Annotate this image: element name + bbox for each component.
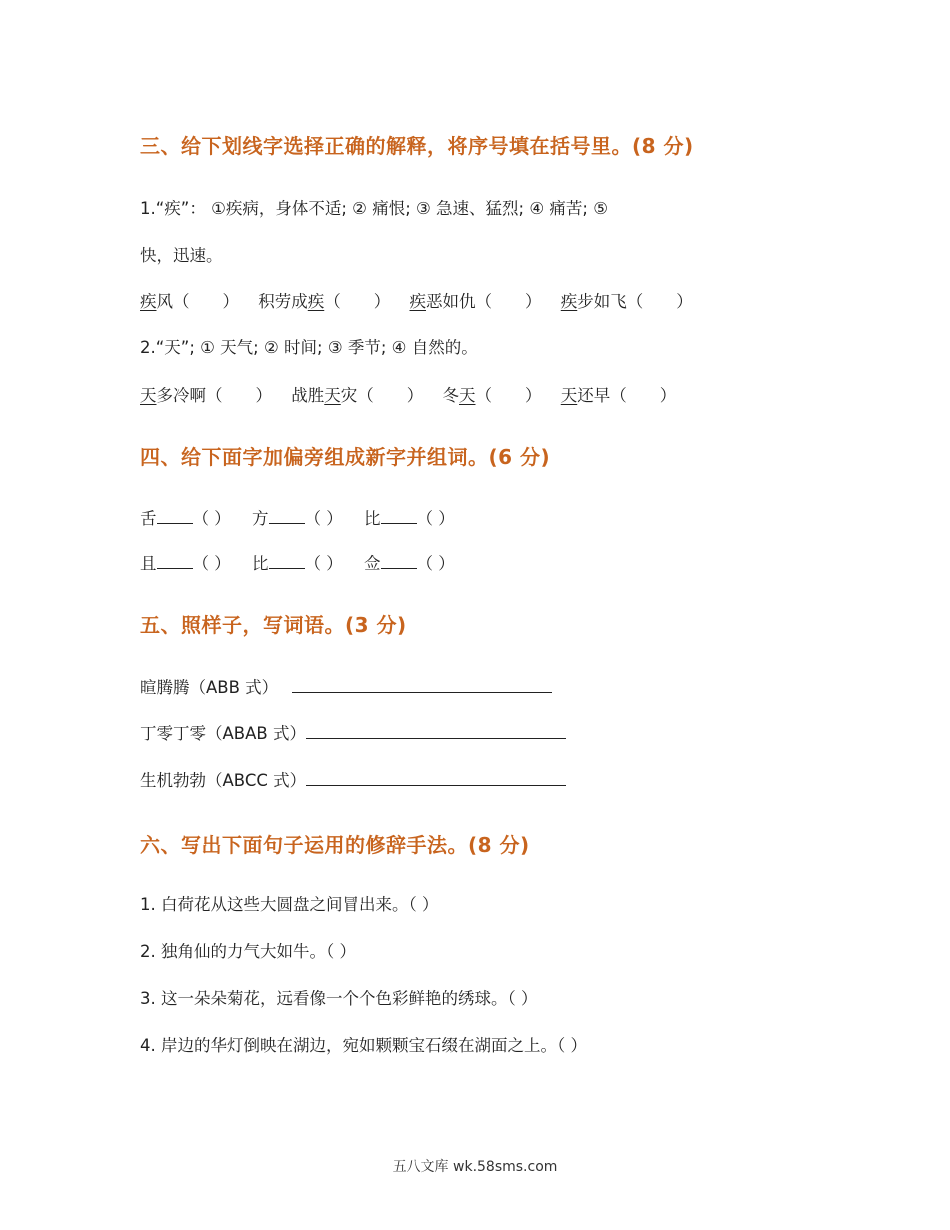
q2-definition: 2.“天”; ① 天气; ② 时间; ③ 季节; ④ 自然的。: [140, 338, 478, 357]
q2-item-4: 天还早（ ）: [560, 386, 677, 405]
section5-title: 五、照样子，写词语。(3 分): [140, 613, 407, 637]
pattern-item-2: 丁零丁零（ABAB 式）: [140, 722, 566, 745]
radical-row-2: 且 （ ） 比 （ ） 佥 （ ）: [140, 554, 455, 573]
q1-item-4: 疾步如飞（ ）: [560, 292, 693, 311]
q2-items: [140, 385, 676, 407]
answer-line-3[interactable]: [306, 769, 566, 786]
q1-item-3: 疾恶如仇（ ）: [409, 292, 542, 311]
rhetoric-item-3: 3. 这一朵朵菊花，远看像一个个色彩鲜艳的绣球。（ ）: [140, 989, 538, 1008]
section3-title: 三、给下划线字选择正确的解释，将序号填在括号里。(8 分): [140, 134, 694, 158]
q1-items: [140, 291, 693, 313]
footer-watermark: 五八文库 wk.58sms.com: [392, 1159, 558, 1175]
rhetoric-item-2: 2. 独角仙的力气大如牛。（ ）: [140, 942, 356, 961]
q1-item-1: 疾风（ ）: [140, 292, 239, 311]
answer-line-2[interactable]: [306, 722, 566, 739]
rhetoric-item-4: 4. 岸边的华灯倒映在湖边，宛如颗颗宝石缀在湖面之上。（ ）: [140, 1036, 587, 1055]
answer-line-1[interactable]: [292, 676, 552, 693]
pattern-item-1: 暄腾腾（ABB 式）: [140, 676, 552, 699]
radical-row-1: 舌 （ ） 方 （ ） 比 （ ）: [140, 509, 455, 528]
q2-item-2: 战胜天灾（ ）: [291, 386, 424, 405]
rhetoric-item-1: 1. 白荷花从这些大圆盘之间冒出来。（ ）: [140, 895, 439, 914]
pattern-item-3: 生机勃勃（ABCC 式）: [140, 769, 566, 792]
section4-title: 四、给下面字加偏旁组成新字并组词。(6 分): [140, 445, 551, 469]
q2-item-3: 冬天（ ）: [442, 386, 542, 405]
q2-item-1: 天多冷啊（ ）: [140, 386, 272, 405]
q1-definition-cont: 快，迅速。: [140, 246, 223, 265]
q1-definition: 1.“疾”： ①疾病，身体不适; ② 痛恨; ③ 急速、猛烈; ④ 痛苦; ⑤: [140, 199, 608, 218]
q1-item-2: 积劳成疾（ ）: [258, 292, 391, 311]
section6-title: 六、写出下面句子运用的修辞手法。(8 分): [140, 833, 530, 857]
